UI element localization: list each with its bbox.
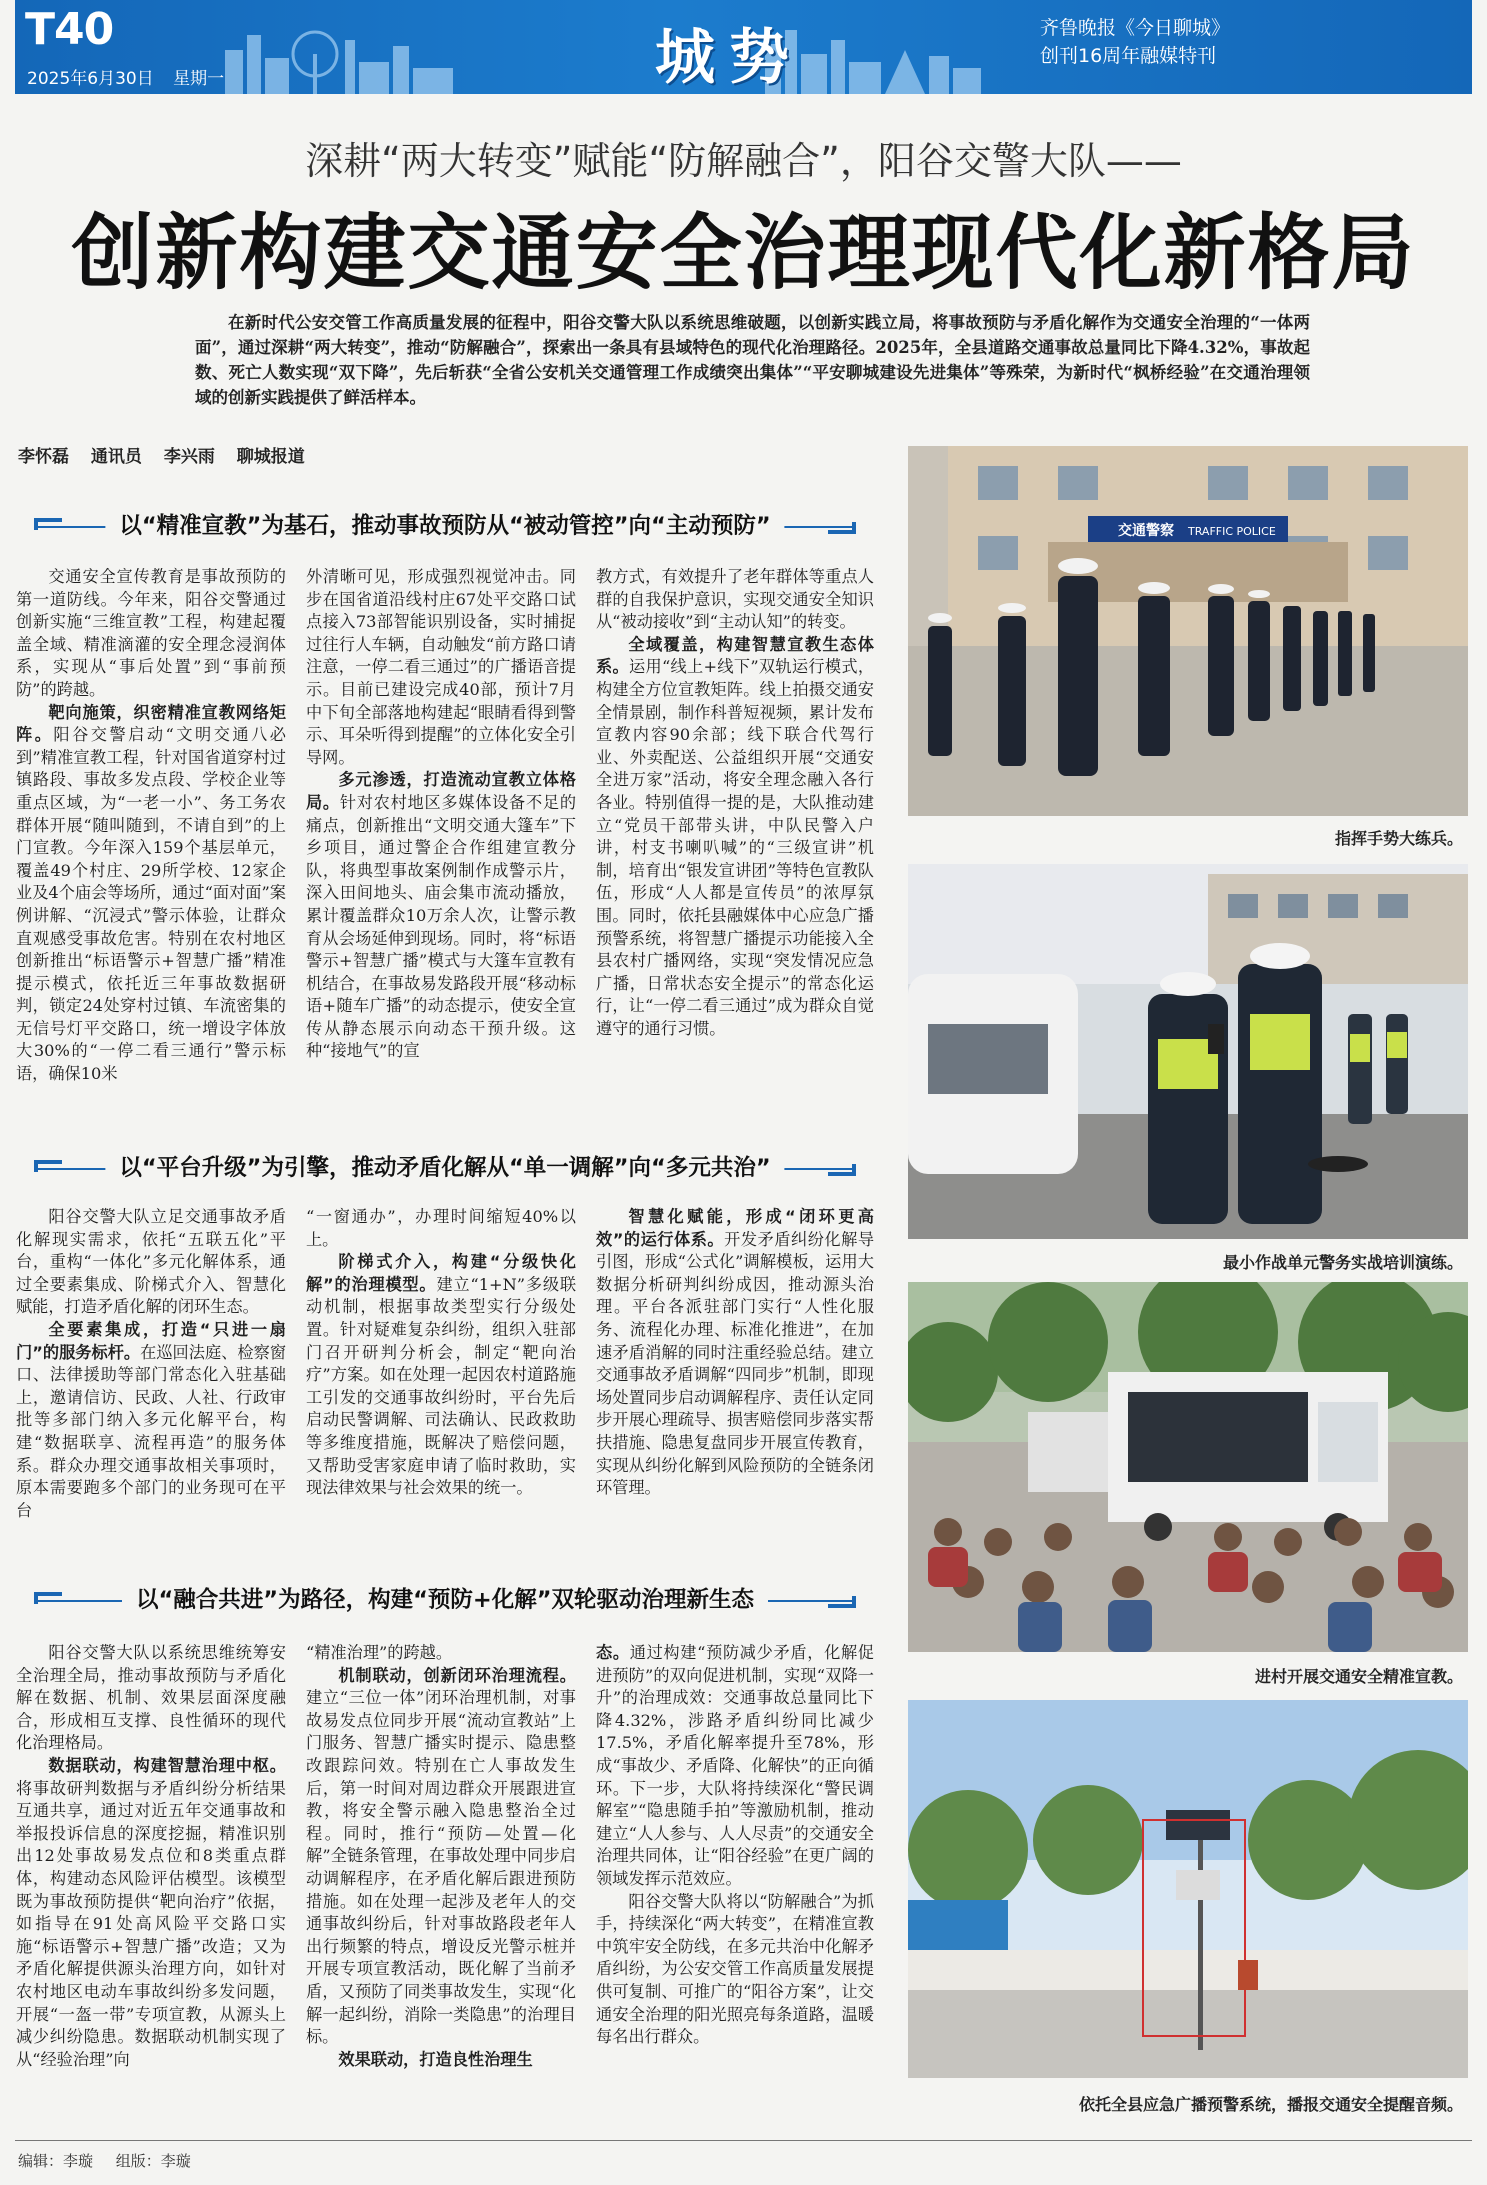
paragraph: 外清晰可见，形成强烈视觉冲击。同步在国省道沿线村庄67处平交路口试点接入73部智能识别设备，实时捕捉过往行人车辆，自动触发“前方路口请注意，一停二看三通过”的广播语音提示。目前已建设完成40部，预计7月中下旬全部落地构建起“眼睛看得到警示、耳朵听得到提醒”的立体化安全引导网。 <box>306 567 576 767</box>
paragraph: 效果联动，打造良性治理生 <box>338 2049 533 2069</box>
layout-credit: 组版：李璇 <box>115 2152 191 2170</box>
paragraph: 阳谷交警大队立足交通事故矛盾化解现实需求，依托“五联五化”平台，重构“一体化”多元化解体系，通过全要素集成、阶梯式介入、智慧化赋能，打造矛盾化解的闭环生态。 <box>16 1207 286 1317</box>
photo-sign-cn: 交通警察 <box>1118 523 1174 539</box>
section-heading-1 <box>34 506 856 546</box>
editor-credit: 编辑：李璇 <box>18 2152 94 2170</box>
weekday-text: 星期一 <box>173 69 225 89</box>
section-2-column-1 <box>16 1206 286 1581</box>
section-heading-text: 以“平台升级”为引擎，推动矛盾化解从“单一调解”向“多元共治” <box>105 1148 784 1188</box>
photo-caption-2: 最小作战单元警务实战培训演练。 <box>1222 1253 1463 1272</box>
issue-date <box>27 64 238 89</box>
article-kicker: 深耕“两大转变”赋能“防解融合”，阳谷交警大队—— <box>305 139 1182 183</box>
section-1-column-3 <box>596 566 874 1166</box>
section-heading-text: 以“精准宣教”为基石，推动事故预防从“被动管控”向“主动预防” <box>105 506 784 546</box>
page-number: T40 <box>25 4 114 55</box>
section-heading-2 <box>34 1148 856 1188</box>
paragraph: 阳谷交警大队以系统思维统筹安全治理全局，推动事故预防与矛盾化解在数据、机制、效果层面深度融合，形成相互支撑、良性循环的现代化治理格局。 <box>16 1643 286 1753</box>
paragraph: 靶向施策，织密精准宣教网络矩阵。阳谷交警启动“文明交通八必到”精准宣教工程，针对国省道穿村过镇路段、事故多发点段、学校企业等重点区域，为“一老一小”、务工务农群体开展“随叫随到，不请自到”的上门宣教。今年深入159个基层单元，覆盖49个村庄、29所学校、12家企业及4个庙会等场所，通过“面对面”案例讲解、“沉浸式”警示体验，让群众直观感受事故危害。特别在农村地区创新推出“标语警示+智慧广播”精准提示模式，依托近三年事故数据研判，锁定24处穿村过镇、车流密集的无信号灯平交路口，统一增设字体放大30%的“一停二看三通行”警示标语，确保10米 <box>16 702 286 1084</box>
photo-sign-en: TRAFFIC POLICE <box>1188 525 1276 538</box>
paper-name: 齐鲁晚报《今日聊城》 <box>1040 17 1231 39</box>
byline-role: 通讯员 <box>90 447 142 467</box>
village-education-illustration <box>908 1282 1468 1652</box>
byline-location: 聊城报道 <box>236 447 305 467</box>
date-text: 2025年6月30日 <box>27 69 154 89</box>
page-footer <box>18 2150 209 2171</box>
paragraph: 智慧化赋能，形成“闭环更高效”的运行体系。开发矛盾纠纷化解导引图，形成“公式化”调解模板，运用大数据分析研判纠纷成因，推动源头治理。平台各派驻部门实行“人性化服务、流程化办理、标准化推进”，在加速矛盾消解的同时注重经验总结。建立交通事故矛盾调解“四同步”机制，即现场处置同步启动调解程序、责任认定同步开展心理疏导、损害赔偿同步落实帮扶措施、隐患复盘同步开展宣传教育，实现从纠纷化解到风险预防的全链条闭环管理。 <box>596 1207 874 1498</box>
photo-village-education <box>908 1282 1468 1652</box>
photo-caption-1: 指挥手势大练兵。 <box>1334 829 1463 848</box>
section-1-column-1 <box>16 566 286 1166</box>
section-2-column-2 <box>306 1206 576 1581</box>
photo-police-drill <box>908 446 1468 816</box>
paragraph: 态。通过构建“预防减少矛盾，化解促进预防”的双向促进机制，实现“双降一升”的治理成效：交通事故总量同比下降4.32%，涉路矛盾纠纷同比减少17.5%，矛盾化解率提升至78%，形成“事故少、矛盾降、化解快”的正向循环。下一步，大队将持续深化“警民调解室”“隐患随手拍”等激励机制，推动建立“人人参与、人人尽责”的交通安全治理共同体，让“阳谷经验”在更广阔的领域发挥示范效应。 <box>596 1643 874 1888</box>
paper-info <box>1040 14 1230 70</box>
city-skyline-illustration <box>205 10 985 94</box>
photo-emergency-broadcast <box>908 1700 1468 2078</box>
paragraph: 多元渗透，打造流动宣教立体格局。针对农村地区多媒体设备不足的痛点，创新推出“文明交通大篷车”下乡项目，通过警企合作组建宣教分队，将典型事故案例制作成警示片，深入田间地头、庙会集市流动播放，累计覆盖群众10万余人次，让警示教育从会场延伸到现场。同时，将“标语警示+智慧广播”模式与大篷车宣教有机结合，在事故易发路段开展“移动标语+随车广播”的动态提示，使安全宣传从静态展示向动态干预升级。这种“接地气”的宣 <box>306 770 576 1061</box>
paragraph: 阶梯式介入，构建“分级快化解”的治理模型。建立“1+N”多级联动机制，根据事故类型实行分级处置。针对疑难复杂纠纷，组织入驻部门召开研判分析会，制定“靶向治疗”方案。如在处理一起因农村道路施工引发的交通事故纠纷时，平台先后启动民警调解、司法确认、民政救助等多维度措施，既解决了赔偿问题，又帮助受害家庭申请了临时救助，实现法律效果与社会效果的统一。 <box>306 1252 576 1498</box>
paragraph: 教方式，有效提升了老年群体等重点人群的自我保护意识，实现交通安全知识从“被动接收”到“主动认知”的转变。 <box>596 567 874 632</box>
paragraph: 机制联动，创新闭环治理流程。建立“三位一体”闭环治理机制，对事故易发点位同步开展“流动宣教站”上门服务、智慧广播实时提示、隐患整改跟踪问效。特别在亡人事故发生后，第一时间对周边群众开展跟进宣教，将安全警示融入隐患整治全过程。同时，推行“预防—处置—化解”全链条管理，在事故处理中同步启动调解程序，在矛盾化解后跟进预防措施。如在处理一起涉及老年人的交通事故纠纷后，针对事故路段老年人出行频繁的特点，增设反光警示桩并开展专项宣教活动，既化解了当前矛盾，又预防了同类事故发生，实现“化解一起纠纷，消除一类隐患”的治理目标。 <box>306 1665 576 2047</box>
unit-training-illustration <box>908 864 1468 1239</box>
paragraph: 全要素集成，打造“只进一扇门”的服务标杆。在巡回法庭、检察窗口、法律援助等部门常态化入驻基础上，邀请信访、民政、人社、行政审批等多部门纳入多元化解平台，构建“数据联享、流程再造”的服务体系。群众办理交通事故相关事项时，原本需要跑多个部门的业务现可在平台 <box>16 1319 286 1520</box>
section-3-column-3 <box>596 1642 874 2132</box>
paragraph: 阳谷交警大队将以“防解融合”为抓手，持续深化“两大转变”，在精准宣教中筑牢安全防线，在多元共治中化解矛盾纠纷，为公安交管工作高质量发展提供可复制、可推广的“阳谷方案”，让交通安全治理的阳光照亮每条道路，温暖每名出行群众。 <box>596 1891 874 2047</box>
footer-divider <box>15 2140 1472 2141</box>
section-1-column-2 <box>306 566 576 1166</box>
edition-note: 创刊16周年融媒特刊 <box>1040 45 1217 67</box>
section-heading-3 <box>34 1580 856 1620</box>
article-lead: 在新时代公安交管工作高质量发展的征程中，阳谷交警大队以系统思维破题，以创新实践立局，将事故预防与矛盾化解作为交通安全治理的“一体两面”，通过深耕“两大转变”，推动“防解融合”，探索出一条具有县域特色的现代化治理路径。2025年，全县道路交通事故总量同比下降4.32%，事故起数、死亡人数实现“双下降”，先后斩获“全省公安机关交通管理工作成绩突出集体”“平安聊城建设先进集体”等殊荣，为新时代“枫桥经验”在交通治理领域的创新实践提供了鲜活样本。 <box>195 313 1310 407</box>
photo-caption-4: 依托全县应急广播预警系统，播报交通安全提醒音频。 <box>1078 2095 1463 2114</box>
paragraph: 全域覆盖，构建智慧宣教生态体系。运用“线上+线下”双轨运行模式，构建全方位宣教矩阵。线上拍摄交通安全情景剧，制作科普短视频，累计发布宣教内容90余部；线下联合代驾行业、外卖配送、公益组织开展“交通安全进万家”活动，将安全理念融入各行各业。特别值得一提的是，大队推动建立“党员干部带头讲，中队民警入户讲，村支书喇叭喊”的“三级宣讲”机制，培育出“银发宣讲团”等特色宣教队伍，形成“人人都是宣传员”的浓厚氛围。同时，依托县融媒体中心应急广播预警系统，将智慧广播提示功能接入全县农村广播网络，实现“突发情况应急广播，日常状态安全提示”的常态化运行，让“一停二看三通过”成为群众自觉遵守的通行习惯。 <box>596 634 874 1038</box>
paragraph: 数据联动，构建智慧治理中枢。将事故研判数据与矛盾纠纷分析结果互通共享，通过对近五年交通事故和举报投诉信息的深度挖掘，精准识别出12处事故易发点位和8类重点群体，构建动态风险评估模型。该模型既为事故预防提供“靶向治疗”依据，如指导在91处高风险平交路口实施“标语警示+智慧广播”改造；又为矛盾化解提供源头治理方向，如针对农村地区电动车事故纠纷多发问题，开展“一盔一带”专项宣教，从源头上减少纠纷隐患。数据联动机制实现了从“经验治理”向 <box>16 1755 286 2069</box>
byline <box>18 442 321 467</box>
byline-author: 李怀磊 <box>18 447 69 467</box>
section-3-column-1 <box>16 1642 286 2132</box>
section-2-column-3 <box>596 1206 874 1581</box>
paragraph: 交通安全宣传教育是事故预防的第一道防线。今年来，阳谷交警通过创新实施“三维宣教”工程，构建起覆盖全域、精准滴灌的安全理念浸润体系，实现从“事后处置”到“事前预防”的跨越。 <box>16 567 286 699</box>
photo-caption-3: 进村开展交通安全精准宣教。 <box>1254 1667 1463 1686</box>
section-title: 城势 <box>655 23 803 93</box>
section-heading-text: 以“融合共进”为路径，构建“预防+化解”双轮驱动治理新生态 <box>122 1580 768 1620</box>
police-drill-illustration <box>908 446 1468 816</box>
masthead <box>15 0 1472 94</box>
section-3-column-2 <box>306 1642 576 2132</box>
emergency-broadcast-illustration <box>908 1700 1468 2078</box>
photo-unit-training <box>908 864 1468 1239</box>
paragraph: “一窗通办”，办理时间缩短40%以上。 <box>306 1207 576 1249</box>
article-headline: 创新构建交通安全治理现代化新格局 <box>71 205 1416 301</box>
paragraph: “精准治理”的跨越。 <box>306 1643 453 1662</box>
byline-correspondent: 李兴雨 <box>163 447 215 467</box>
